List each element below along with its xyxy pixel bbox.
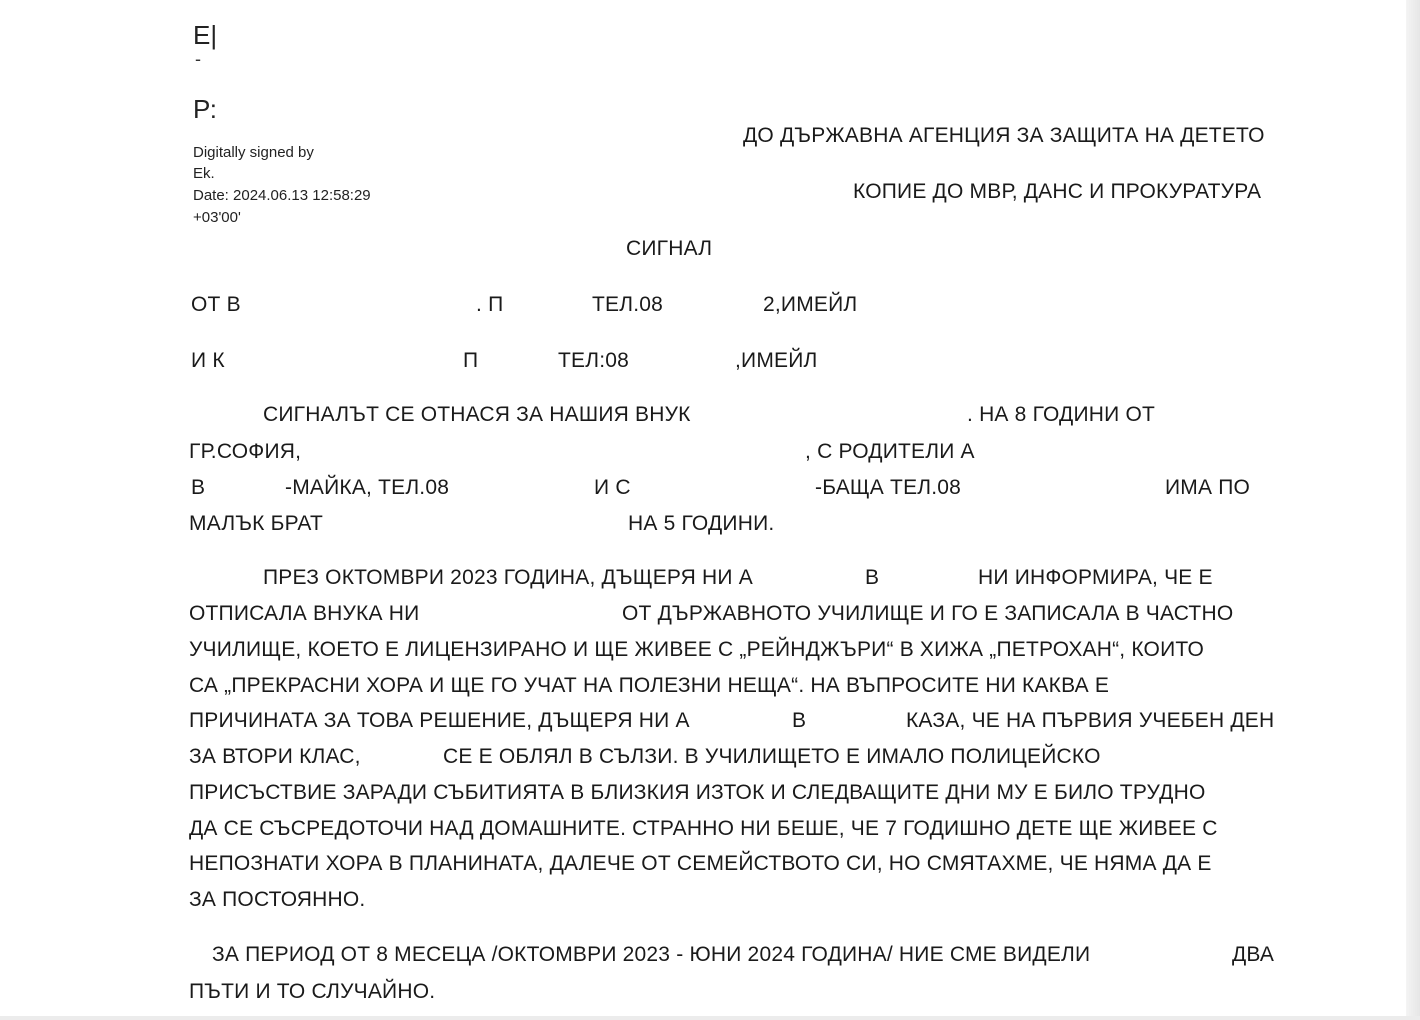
p2-line2-a: ОТПИСАЛА ВНУКА НИ <box>189 602 420 625</box>
header-mark-line2: - <box>195 49 201 69</box>
signature-date: Date: 2024.06.13 12:58:29 <box>193 187 371 204</box>
p2-line5-a: ПРИЧИНАТА ЗА ТОВА РЕШЕНИЕ, ДЪЩЕРЯ НИ А <box>189 709 690 732</box>
p2-line4: СА „ПРЕКРАСНИ ХОРА И ЩЕ ГО УЧАТ НА ПОЛЕЗНИ НЕЩА“. НА ВЪПРОСИТЕ НИ КАКВА Е <box>189 674 1110 697</box>
p2-line3: УЧИЛИЩЕ, КОЕТО Е ЛИЦЕНЗИРАНО И ЩЕ ЖИВЕЕ С „РЕЙНДЖЪРИ“ В ХИЖА „ПЕТРОХАН“, КОИТО <box>189 638 1205 661</box>
p2-line1-a: ПРЕЗ ОКТОМВРИ 2023 ГОДИНА, ДЪЩЕРЯ НИ А <box>263 566 753 589</box>
document-title: СИГНАЛ <box>626 237 713 260</box>
header-mark-line3: Р: <box>193 94 217 124</box>
p1-line3-c: И С <box>594 476 631 499</box>
scan-edge-right <box>1406 0 1420 1020</box>
sender-2-email: ,ИМЕЙЛ <box>735 349 818 372</box>
signature-line-1: Digitally signed by <box>193 144 314 161</box>
p2-line9: НЕПОЗНАТИ ХОРА В ПЛАНИНАТА, ДАЛЕЧЕ ОТ СЕМЕЙСТВОТО СИ, НО СМЯТАХМЕ, ЧЕ НЯМА ДА Е <box>189 852 1212 875</box>
sender-1-name: . П <box>476 293 504 316</box>
p1-line2-b: , С РОДИТЕЛИ А <box>805 440 975 463</box>
p1-line2-a: ГР.СОФИЯ, <box>189 440 302 463</box>
p2-line2-b: ОТ ДЪРЖАВНОТО УЧИЛИЩЕ И ГО Е ЗАПИСАЛА В ЧАСТНО <box>622 602 1234 625</box>
sender-1-from: ОТ В <box>191 293 241 316</box>
sender-2-and: И К <box>191 349 225 372</box>
addressee-copy: КОПИЕ ДО МВР, ДАНС И ПРОКУРАТУРА <box>853 180 1262 203</box>
sender-1-email: 2,ИМЕЙЛ <box>763 293 858 316</box>
p3-line1-a: ЗА ПЕРИОД ОТ 8 МЕСЕЦА /ОКТОМВРИ 2023 - ЮНИ 2024 ГОДИНА/ НИЕ СМЕ ВИДЕЛИ <box>212 943 1091 966</box>
p2-line5-b: В <box>792 709 807 732</box>
signature-timezone: +03'00' <box>193 209 241 226</box>
scan-edge-bottom <box>0 1016 1420 1020</box>
p2-line5-c: КАЗА, ЧЕ НА ПЪРВИЯ УЧЕБЕН ДЕН <box>906 709 1275 732</box>
p1-line3-b: -МАЙКА, ТЕЛ.08 <box>285 476 450 499</box>
p3-line1-b: ДВА <box>1232 943 1275 966</box>
p1-line4-a: МАЛЪК БРАТ <box>189 512 324 535</box>
p2-line7: ПРИСЪСТВИЕ ЗАРАДИ СЪБИТИЯТА В БЛИЗКИЯ ИЗТОК И СЛЕДВАЩИТЕ ДНИ МУ Е БИЛО ТРУДНО <box>189 781 1206 804</box>
addressee-to: ДО ДЪРЖАВНА АГЕНЦИЯ ЗА ЗАЩИТА НА ДЕТЕТО <box>743 124 1265 147</box>
sender-1-phone: ТЕЛ.08 <box>592 293 664 316</box>
sender-2-phone: ТЕЛ:08 <box>558 349 630 372</box>
header-mark-line1: Е| <box>193 20 218 50</box>
p1-line1-a: СИГНАЛЪТ СЕ ОТНАСЯ ЗА НАШИЯ ВНУК <box>263 403 691 426</box>
p1-line3-e: ИМА ПО <box>1165 476 1251 499</box>
sender-2-name: П <box>463 349 479 372</box>
p1-line3-d: -БАЩА ТЕЛ.08 <box>815 476 962 499</box>
p2-line1-b: В <box>865 566 880 589</box>
p1-line1-b: . НА 8 ГОДИНИ ОТ <box>967 403 1156 426</box>
p1-line4-b: НА 5 ГОДИНИ. <box>628 512 775 535</box>
p2-line8: ДА СЕ СЪСРЕДОТОЧИ НАД ДОМАШНИТЕ. СТРАННО НИ БЕШЕ, ЧЕ 7 ГОДИШНО ДЕТЕ ЩЕ ЖИВЕЕ С <box>189 817 1218 840</box>
p2-line6-b: СЕ Е ОБЛЯЛ В СЪЛЗИ. В УЧИЛИЩЕТО Е ИМАЛО ПОЛИЦЕЙСКО <box>443 745 1101 768</box>
signature-line-2: Ek. <box>193 165 215 182</box>
p2-line6-a: ЗА ВТОРИ КЛАС, <box>189 745 361 768</box>
p1-line3-a: В <box>191 476 206 499</box>
p2-line10: ЗА ПОСТОЯННО. <box>189 888 366 911</box>
p3-line2: ПЪТИ И ТО СЛУЧАЙНО. <box>189 980 436 1003</box>
p2-line1-c: НИ ИНФОРМИРА, ЧЕ Е <box>978 566 1213 589</box>
